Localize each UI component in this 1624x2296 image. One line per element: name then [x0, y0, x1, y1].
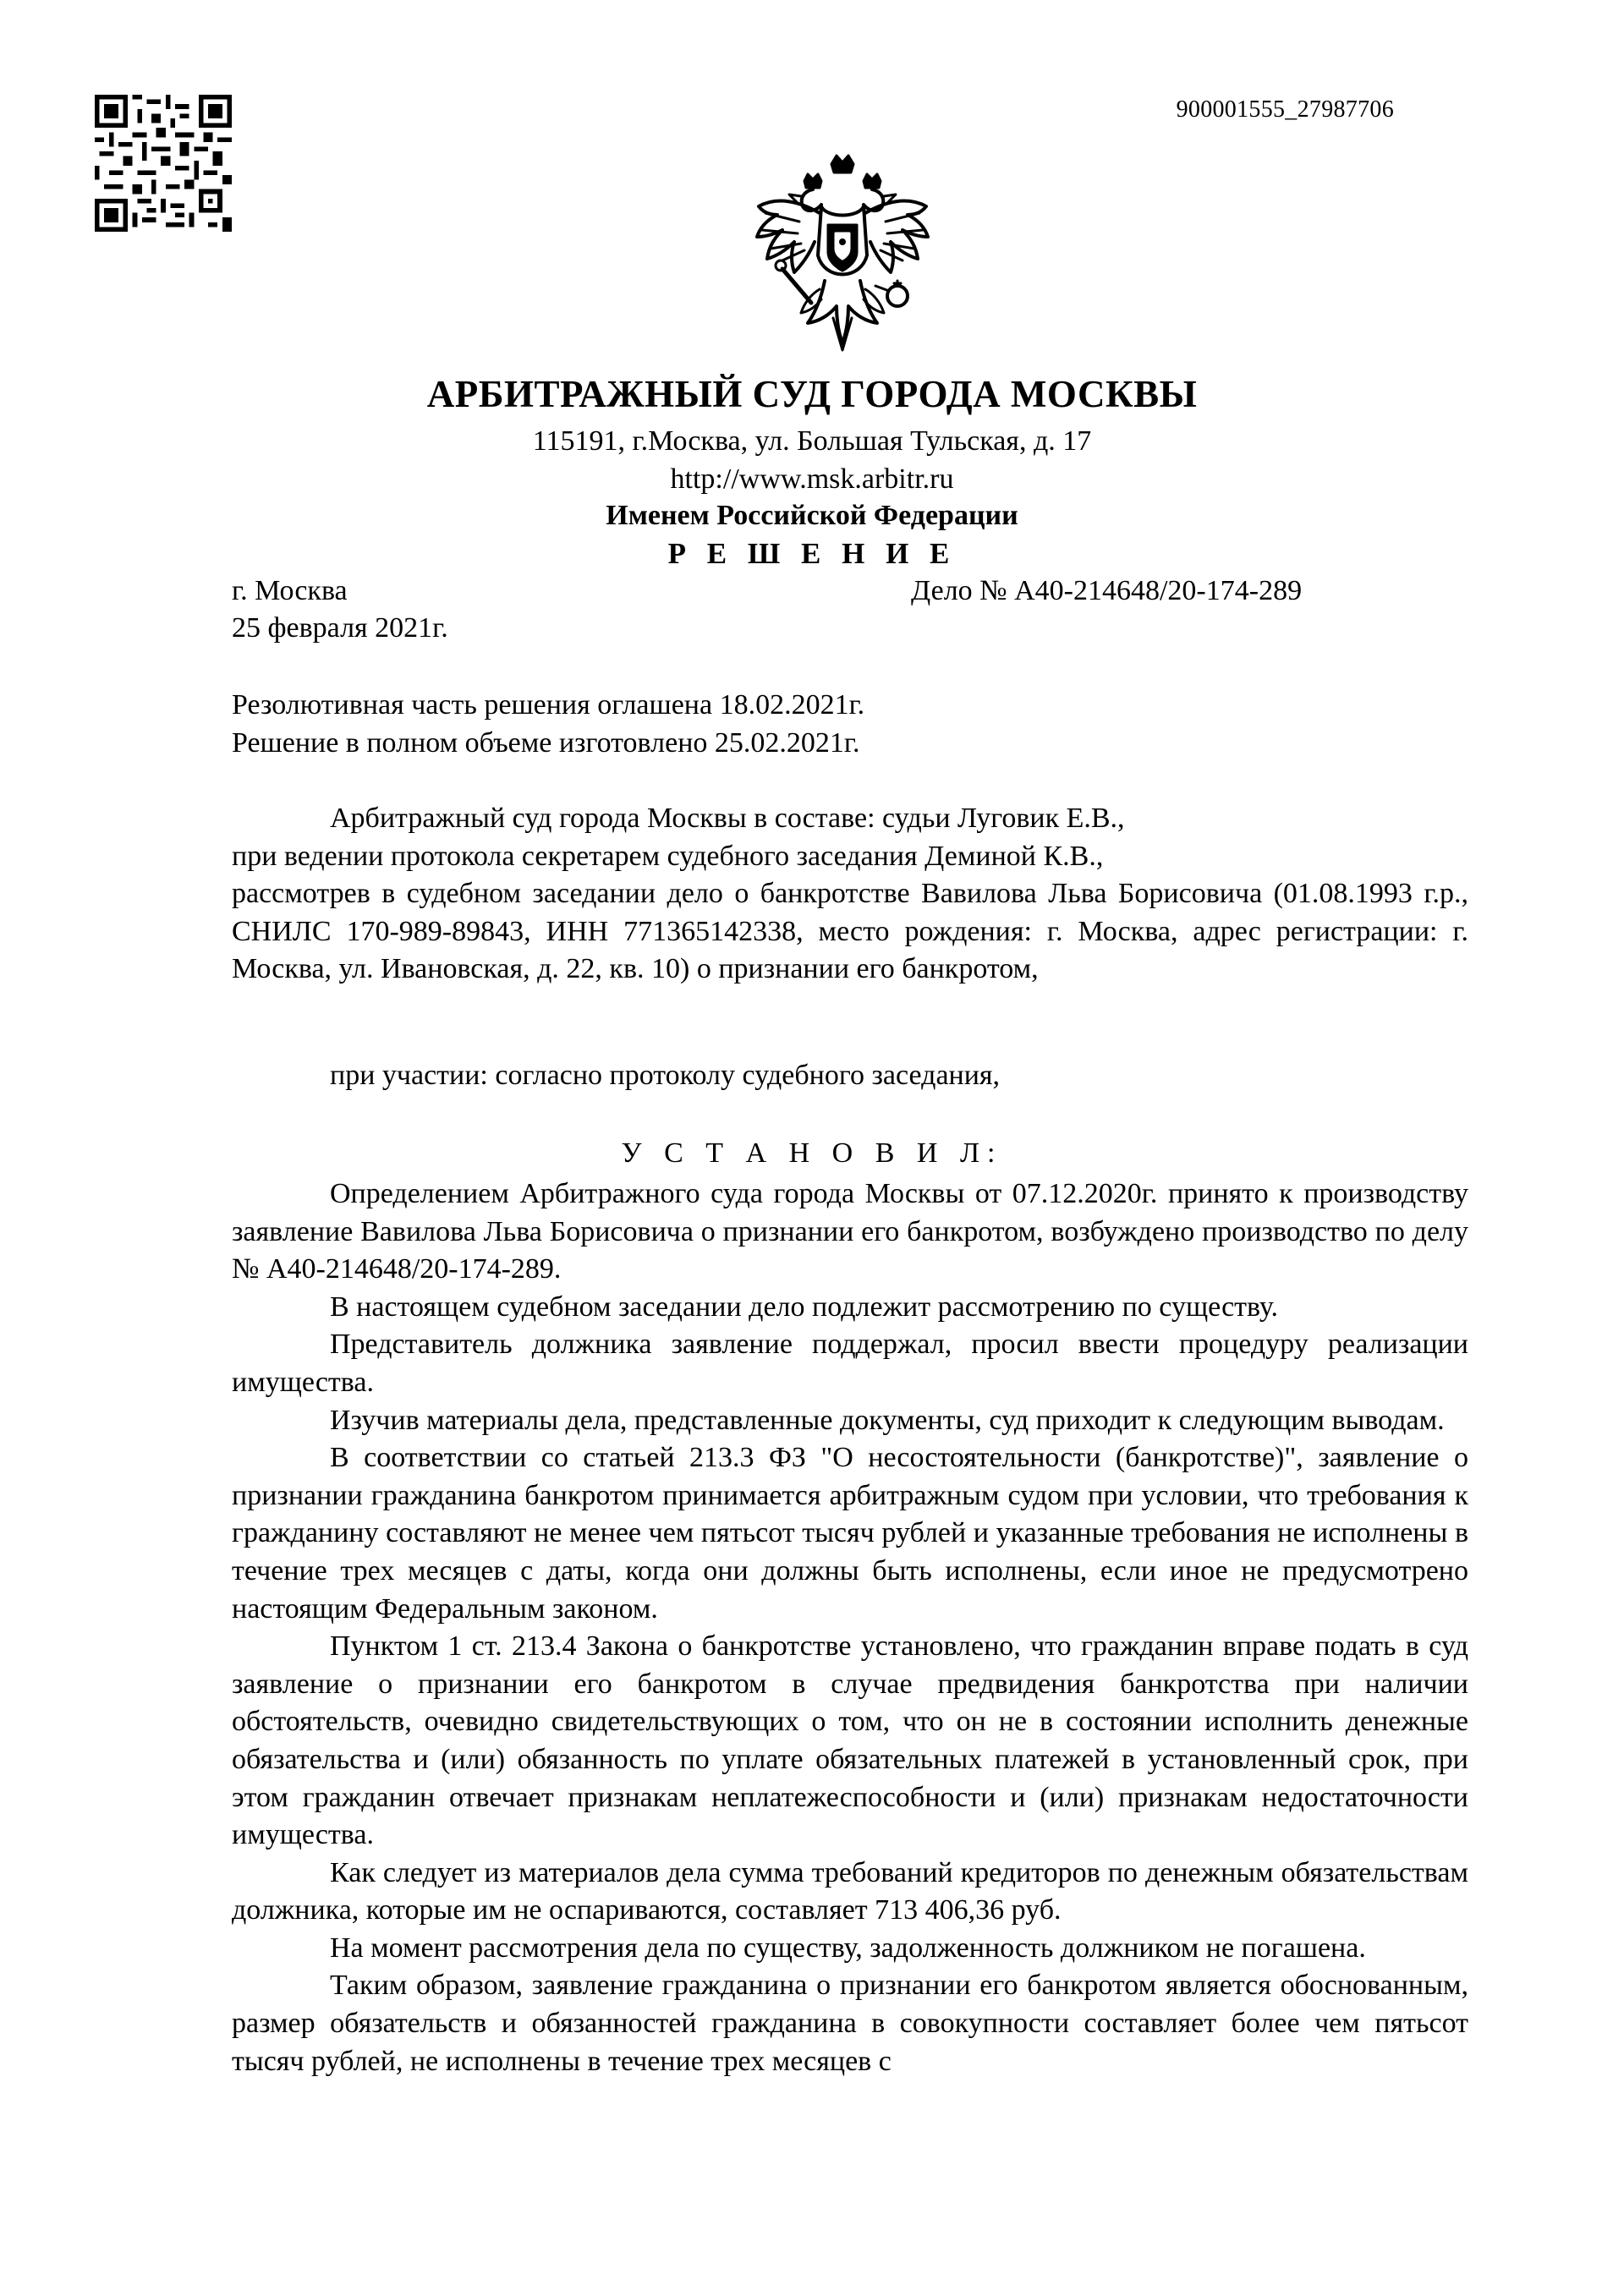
- established-heading: У С Т А Н О В И Л:: [621, 1137, 1003, 1169]
- main-text: [232, 1175, 1468, 2080]
- court-address: 115191, г.Москва, ул. Большая Тульская, д. 17: [532, 425, 1092, 457]
- paragraph: В соответствии со статьей 213.3 ФЗ "О несостоятельности (банкротстве)", заявление о признании гражданина банкротом принимается арбитражным судом при условии, что требования к гражданину составляют не менее чем пятьсот тысяч рублей и указанные требования не исполнены в течение трех месяцев с даты, когда они должны быть исполнены, если иное не предусмотрено настоящим Федеральным законом.: [232, 1442, 1468, 1625]
- intro-block: [232, 800, 1468, 989]
- court-name: АРБИТРАЖНЫЙ СУД ГОРОДА МОСКВЫ: [426, 373, 1198, 415]
- paragraph: Представитель должника заявление поддержал, просил ввести процедуру реализации имущества.: [232, 1329, 1468, 1398]
- decision-title: Р Е Ш Е Н И Е: [667, 537, 957, 570]
- case-number: Дело № А40-214648/20-174-289: [911, 575, 1303, 606]
- resolution-announced: Резолютивная часть решения оглашена 18.02.2021г.: [232, 689, 865, 721]
- decision-date: 25 февраля 2021г.: [232, 612, 448, 644]
- name-of-federation: Именем Российской Федерации: [606, 500, 1018, 531]
- paragraph: На момент рассмотрения дела по существу, задолженность должником не погашена.: [330, 1932, 1366, 1964]
- paragraph: Таким образом, заявление гражданина о признании его банкротом является обоснованным, размер обязательств и обязанностей гражданина в совокупности составляет более чем пятьсот тысяч рублей, не исполнены в течение трех месяцев с: [232, 1970, 1468, 2077]
- paragraph: Как следует из материалов дела сумма требований кредиторов по денежным обязательствам должника, которые им не оспариваются, составляет 713 406,36 руб.: [232, 1856, 1468, 1926]
- city: г. Москва: [232, 575, 348, 606]
- resolution-full: Решение в полном объеме изготовлено 25.02.2021г.: [232, 727, 860, 759]
- court-website: http://www.msk.arbitr.ru: [670, 463, 954, 495]
- paragraph: В настоящем судебном заседании дело подлежит рассмотрению по существу.: [330, 1290, 1279, 1323]
- qr-code: [95, 95, 232, 232]
- document-id: 900001555_27987706: [1176, 96, 1394, 123]
- presence-line: при участии: согласно протоколу судебного заседания,: [330, 1060, 1001, 1091]
- paragraph: Определением Арбитражного суда города Москвы от 07.12.2020г. принято к производству заявление Вавилова Льва Борисовича о признании его банкротом, возбуждено производство по делу № А40-214648/20-174-289.: [232, 1178, 1468, 1285]
- paragraph: Пунктом 1 ст. 213.4 Закона о банкротстве установлено, что гражданин вправе подать в суд заявление о признании его банкротом в случае предвидения банкротства при наличии обстоятельств, очевидно свидетельствующих о том, что он не в состоянии исполнить денежные обязательства и (или) обязанность по уплате обязательных платежей в установленный срок, при этом гражданин отвечает признакам неплатежеспособности и (или) признакам недостаточности имущества.: [232, 1630, 1468, 1851]
- intro-line-2: при ведении протокола секретарем судебного заседания Деминой К.В.,: [232, 840, 1104, 872]
- coat-of-arms-emblem: [749, 154, 936, 355]
- paragraph: Изучив материалы дела, представленные документы, суд приходит к следующим выводам.: [330, 1404, 1445, 1436]
- intro-line-3: рассмотрев в судебном заседании дело о банкротстве Вавилова Льва Борисовича (01.08.1993 г.р., СНИЛС 170-989-89843, ИНН 771365142338, место рождения: г. Москва, адрес регистрации: г. Москва, ул. Ивановская, д. 22, кв. 10) о признании его банкротом,: [232, 878, 1468, 985]
- intro-line-1: Арбитражный суд города Москвы в составе: судьи Луговик Е.В.,: [330, 803, 1125, 834]
